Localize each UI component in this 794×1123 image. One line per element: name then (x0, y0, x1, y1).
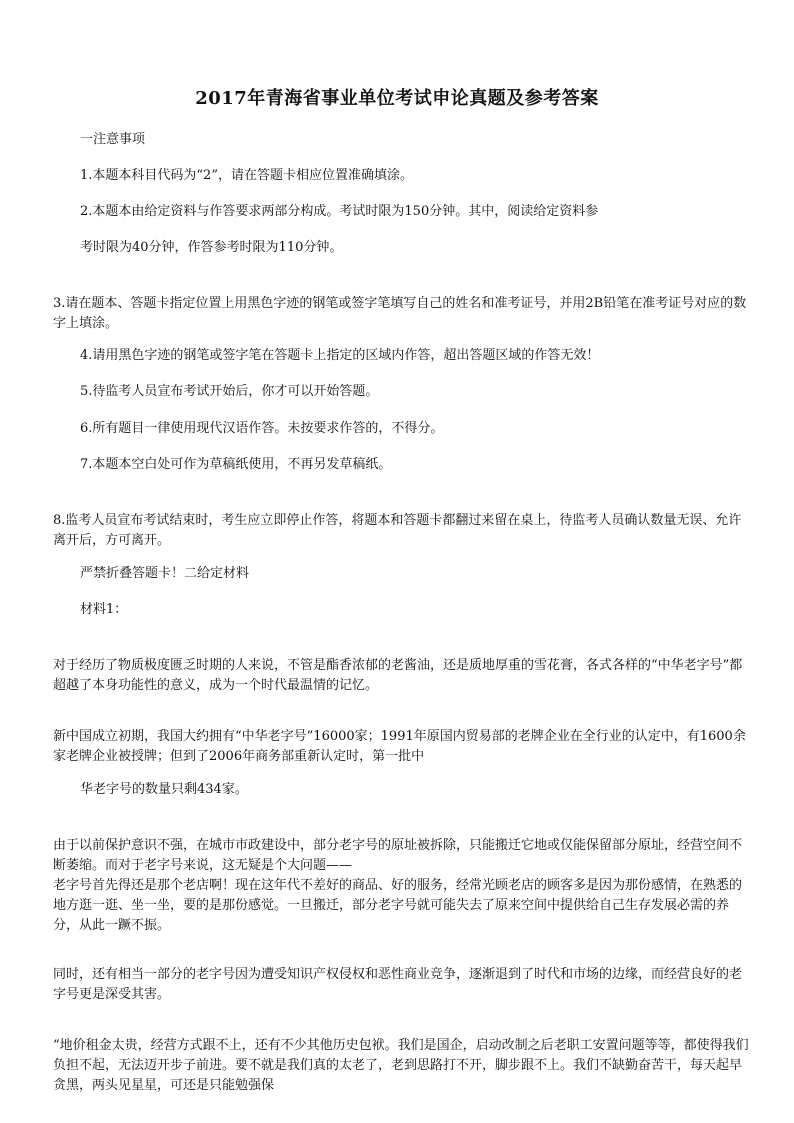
material-heading: 严禁折叠答题卡！二给定材料 (80, 566, 250, 581)
material-paragraph: “地价租金太贵，经营方式跟不上，还有不少其他历史包袱。我们是国企，启动改制之后老职工安置问题等等，都使得我们负担不起，无法迈开步子前进。要不就是我们真的太老了，老到思路打不开，脚步跟不上。我们不缺勤奋苦干，每天起早贪黑，两头见星星，可还是只能勉强保 (53, 1038, 749, 1093)
material-paragraph: 同时，还有相当一部分的老字号因为遭受知识产权侵权和恶性商业竞争，逐渐退到了时代和市场的边缘，而经营良好的老字号更是深受其害。 (53, 967, 743, 1002)
notice-item-1: 1.本题本科目代码为“2”，请在答题卡相应位置准确填涂。 (80, 168, 413, 183)
notice-item-8: 8.监考人员宣布考试结束时，考生应立即停止作答，将题本和答题卡都翻过来留在桌上，待监考人员确认数量无误、允许离开后，方可离开。 (53, 513, 742, 548)
notice-item-6: 6.所有题目一律使用现代汉语作答。未按要求作答的，不得分。 (80, 421, 444, 436)
notice-item-5: 5.待监考人员宣布考试开始后，你才可以开始答题。 (80, 384, 379, 399)
page-title: 2017年青海省事业单位考试申论真题及参考答案 (195, 88, 599, 109)
notice-item-2: 2.本题本由给定资料与作答要求两部分构成。考试时限为150分钟。其中，阅读给定资料参 (80, 204, 599, 219)
material-paragraph: 老字号首先得还是那个老店啊！现在这年代不差好的商品、好的服务，经常光顾老店的顾客多是因为那份感情，在熟悉的地方逛一逛、坐一坐，要的是那份感觉。一旦搬迁，部分老字号就可能失去了原来空间中提供给自己生存发展必需的养分，从此一蹶不振。 (53, 878, 743, 933)
material-paragraph: 华老字号的数量只剩434家。 (80, 782, 248, 797)
notice-item-4: 4.请用黑色字迹的钢笔或签字笔在答题卡上指定的区域内作答，超出答题区域的作答无效！ (80, 348, 600, 363)
material-1-label: 材料1： (80, 602, 128, 617)
notice-heading: 一注意事项 (80, 132, 146, 147)
notice-item-7: 7.本题本空白处可作为草稿纸使用，不再另发草稿纸。 (80, 457, 392, 472)
material-paragraph: 由于以前保护意识不强，在城市市政建设中，部分老字号的原址被拆除，只能搬迁它地或仅能保留部分原址，经营空间不断萎缩。而对于老字号来说，这无疑是个大问题—— (53, 838, 743, 873)
material-paragraph: 新中国成立初期，我国大约拥有“中华老字号”16000家；1991年原国内贸易部的老牌企业在全行业的认定中，有1600余家老牌企业被授牌；但到了2006年商务部重新认定时，第一批中 (53, 729, 746, 764)
notice-item-3: 3.请在题本、答题卡指定位置上用黑色字迹的钢笔或签字笔填写自己的姓名和准考证号，并用2B铅笔在准考证号对应的数字上填涂。 (53, 296, 747, 331)
notice-item-2-cont: 考时限为40分钟，作答参考时限为110分钟。 (80, 240, 343, 255)
material-paragraph: 对于经历了物质极度匮乏时期的人来说，不管是酯香浓郁的老酱油，还是质地厚重的雪花膏，各式各样的“中华老字号”都超越了本身功能性的意义，成为一个时代最温情的记忆。 (53, 658, 743, 693)
